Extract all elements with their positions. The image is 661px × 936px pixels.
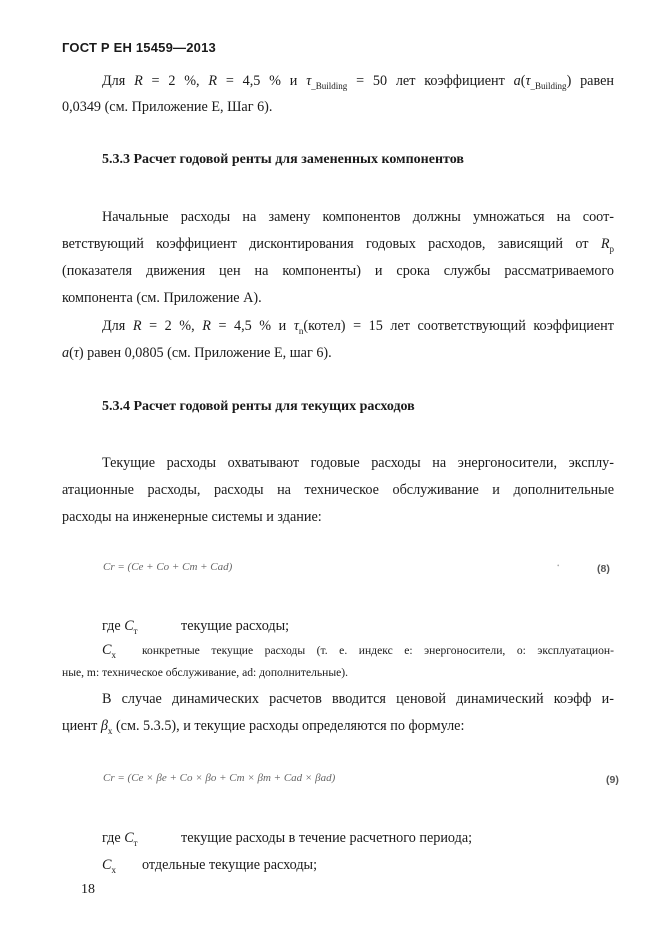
section-heading-5-3-3: 5.3.3 Расчет годовой ренты для замененных компонентов bbox=[102, 152, 464, 167]
where-1-symbol-2: $C_x$ bbox=[102, 642, 116, 660]
section-heading-5-3-4: 5.3.4 Расчет годовой ренты для текущих расходов bbox=[102, 399, 415, 414]
where-1-desc-2-line-1: конкретные текущие расходы (т. е. индекс e: энергоносители, o: эксплуатацион- bbox=[142, 644, 614, 657]
formula-9-number: (9) bbox=[606, 774, 619, 786]
where-2-desc-2: отдельные текущие расходы; bbox=[142, 857, 318, 873]
where-1-desc: текущие расходы; bbox=[181, 618, 290, 634]
formula-8-mark: • bbox=[557, 562, 560, 570]
paragraph-5-line-1: В случае динамических расчетов вводится ценовой динамический коэфф и- bbox=[102, 691, 614, 707]
paragraph-4-line-2: атационные расходы, расходы на техническое обслуживание и дополнительные bbox=[62, 482, 614, 498]
paragraph-5-line-2: циент $\beta_x$ (см. 5.3.5), и текущие расходы определяются по формуле: bbox=[62, 718, 465, 736]
formula-9: Cr = (Ce × βe + Co × βo + Cm × βm + Cad × βad) bbox=[103, 772, 336, 784]
formula-8-number: (8) bbox=[597, 563, 610, 575]
paragraph-3-line-2: a(τ) равен 0,0805 (см. Приложение Е, шаг 6). bbox=[62, 345, 332, 361]
where-1-symbol: где $C_т$ bbox=[102, 618, 138, 636]
where-2-symbol: где $C_т$ bbox=[102, 830, 138, 848]
document-header: ГОСТ Р ЕН 15459—2013 bbox=[62, 40, 216, 55]
paragraph-4-line-3: расходы на инженерные системы и здание: bbox=[62, 509, 322, 525]
page-number: 18 bbox=[81, 882, 95, 897]
paragraph-2-line-3: (показателя движения цен на компоненты) и срока службы рассматриваемого bbox=[62, 263, 614, 279]
where-2-symbol-2: $C_x$ bbox=[102, 857, 116, 875]
paragraph-3-line-1: Для R = 2 %, R = 4,5 % и $\tau_n(котел) = 15$ лет соответствующий коэффициент bbox=[102, 318, 614, 336]
paragraph-1-line-2: 0,0349 (см. Приложение Е, Шаг 6). bbox=[62, 99, 273, 115]
paragraph-2-line-1: Начальные расходы на замену компонентов должны умножаться на соот- bbox=[102, 209, 614, 225]
paragraph-2-line-4: компонента (см. Приложение А). bbox=[62, 290, 262, 306]
formula-8: Cr = (Ce + Co + Cm + Cad) bbox=[103, 561, 233, 573]
where-2-desc: текущие расходы в течение расчетного периода; bbox=[181, 830, 473, 846]
paragraph-2-line-2: ветствующий коэффициент дисконтирования годовых расходов, зависящий от $R_p$ bbox=[62, 236, 614, 254]
paragraph-1-line-1: Для R = 2 %, R = 4,5 % и $\tau_{\_Building} = 50$ лет коэффициент $a(\tau_{\_Building})$ равен bbox=[102, 73, 614, 91]
where-1-desc-2-line-2: ные, m: техническое обслуживание, ad: дополнительные). bbox=[62, 666, 349, 679]
paragraph-4-line-1: Текущие расходы охватывают годовые расходы на энергоносители, эксплу- bbox=[102, 455, 614, 471]
